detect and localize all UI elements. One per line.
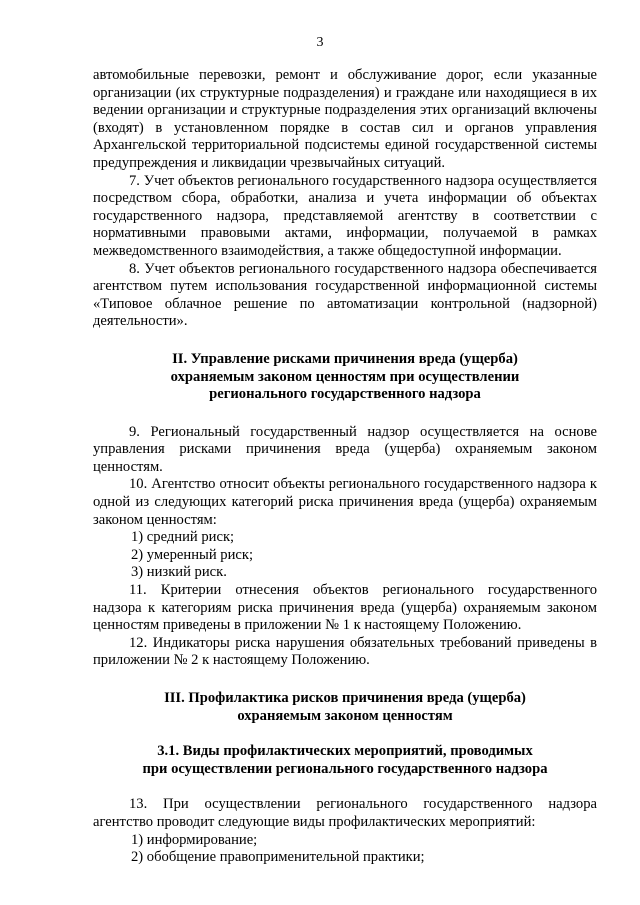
section-2-heading-line: охраняемым законом ценностям при осуществлении (170, 368, 520, 385)
subsection-heading-line: 3.1. Виды профилактических мероприятий, проводимых (157, 743, 533, 760)
document-body (93, 67, 597, 867)
section-2-heading-line: регионального государственного надзора (209, 386, 481, 403)
page-number: 3 (316, 35, 324, 50)
intro-paragraph: автомобильные перевозки, ремонт и обслуживание дорог, если указанные организации (их структурные подразделения) и граждане или находящиеся в их ведении организации и структурные подразделения этих организаций включены (входят) в установленном порядке в состав сил и органов управления Архангельской территориальной подсистемы единой государственной системы предупреждения и ликвидации чрезвычайных ситуаций. (93, 67, 597, 171)
subsection-3-1-heading (93, 743, 597, 778)
paragraph-9: 9. Региональный государственный надзор осуществляется на основе управления рисками причинения вреда (ущерба) охраняемым законом ценностям. (93, 423, 597, 475)
section-3-heading (93, 690, 597, 725)
list-item: 3) низкий риск. (131, 564, 227, 581)
paragraph-12: 12. Индикаторы риска нарушения обязательных требований приведены в приложении № 2 к настоящему Положению. (93, 634, 597, 669)
list-item: 1) информирование; (131, 831, 258, 848)
subsection-heading-line: при осуществлении регионального государственного надзора (142, 760, 548, 777)
section-3-heading-line: III. Профилактика рисков причинения вреда (ущерба) (164, 690, 526, 706)
paragraph-10: 10. Агентство относит объекты регионального государственного надзора к одной из следующих категорий риска причинения вреда (ущерба) охраняемым законом ценностям: (93, 476, 597, 528)
list-item: 2) обобщение правоприменительной практики; (131, 849, 425, 866)
section-3-heading-line: охраняемым законом ценностям (237, 707, 453, 724)
section-2-heading (93, 351, 597, 404)
paragraph-11: 11. Критерии отнесения объектов регионального государственного надзора к категориям риска причинения вреда (ущерба) охраняемым законом ценностям приведены в приложении № 1 к настоящему Положению. (93, 582, 597, 634)
section-2-heading-line: II. Управление рисками причинения вреда (ущерба) (172, 350, 518, 367)
paragraph-8: 8. Учет объектов регионального государственного надзора обеспечивается агентством путем использования государственной информационной системы «Типовое облачное решение по автоматизации контрольной (надзорной) деятельности». (93, 260, 597, 330)
paragraph-13: 13. При осуществлении регионального государственного надзора агентство проводит следующие виды профилактических мероприятий: (93, 796, 597, 830)
list-item: 1) средний риск; (131, 529, 235, 546)
paragraph-7: 7. Учет объектов регионального государственного надзора осуществляется посредством сбора, обработки, анализа и учета информации об объектах государственного надзора, представляемой агентству в соответствии с нормативными правовыми актами, информации, получаемой в рамках межведомственного взаимодействия, а также общедоступной информации. (93, 172, 597, 259)
list-item: 2) умеренный риск; (131, 546, 254, 563)
